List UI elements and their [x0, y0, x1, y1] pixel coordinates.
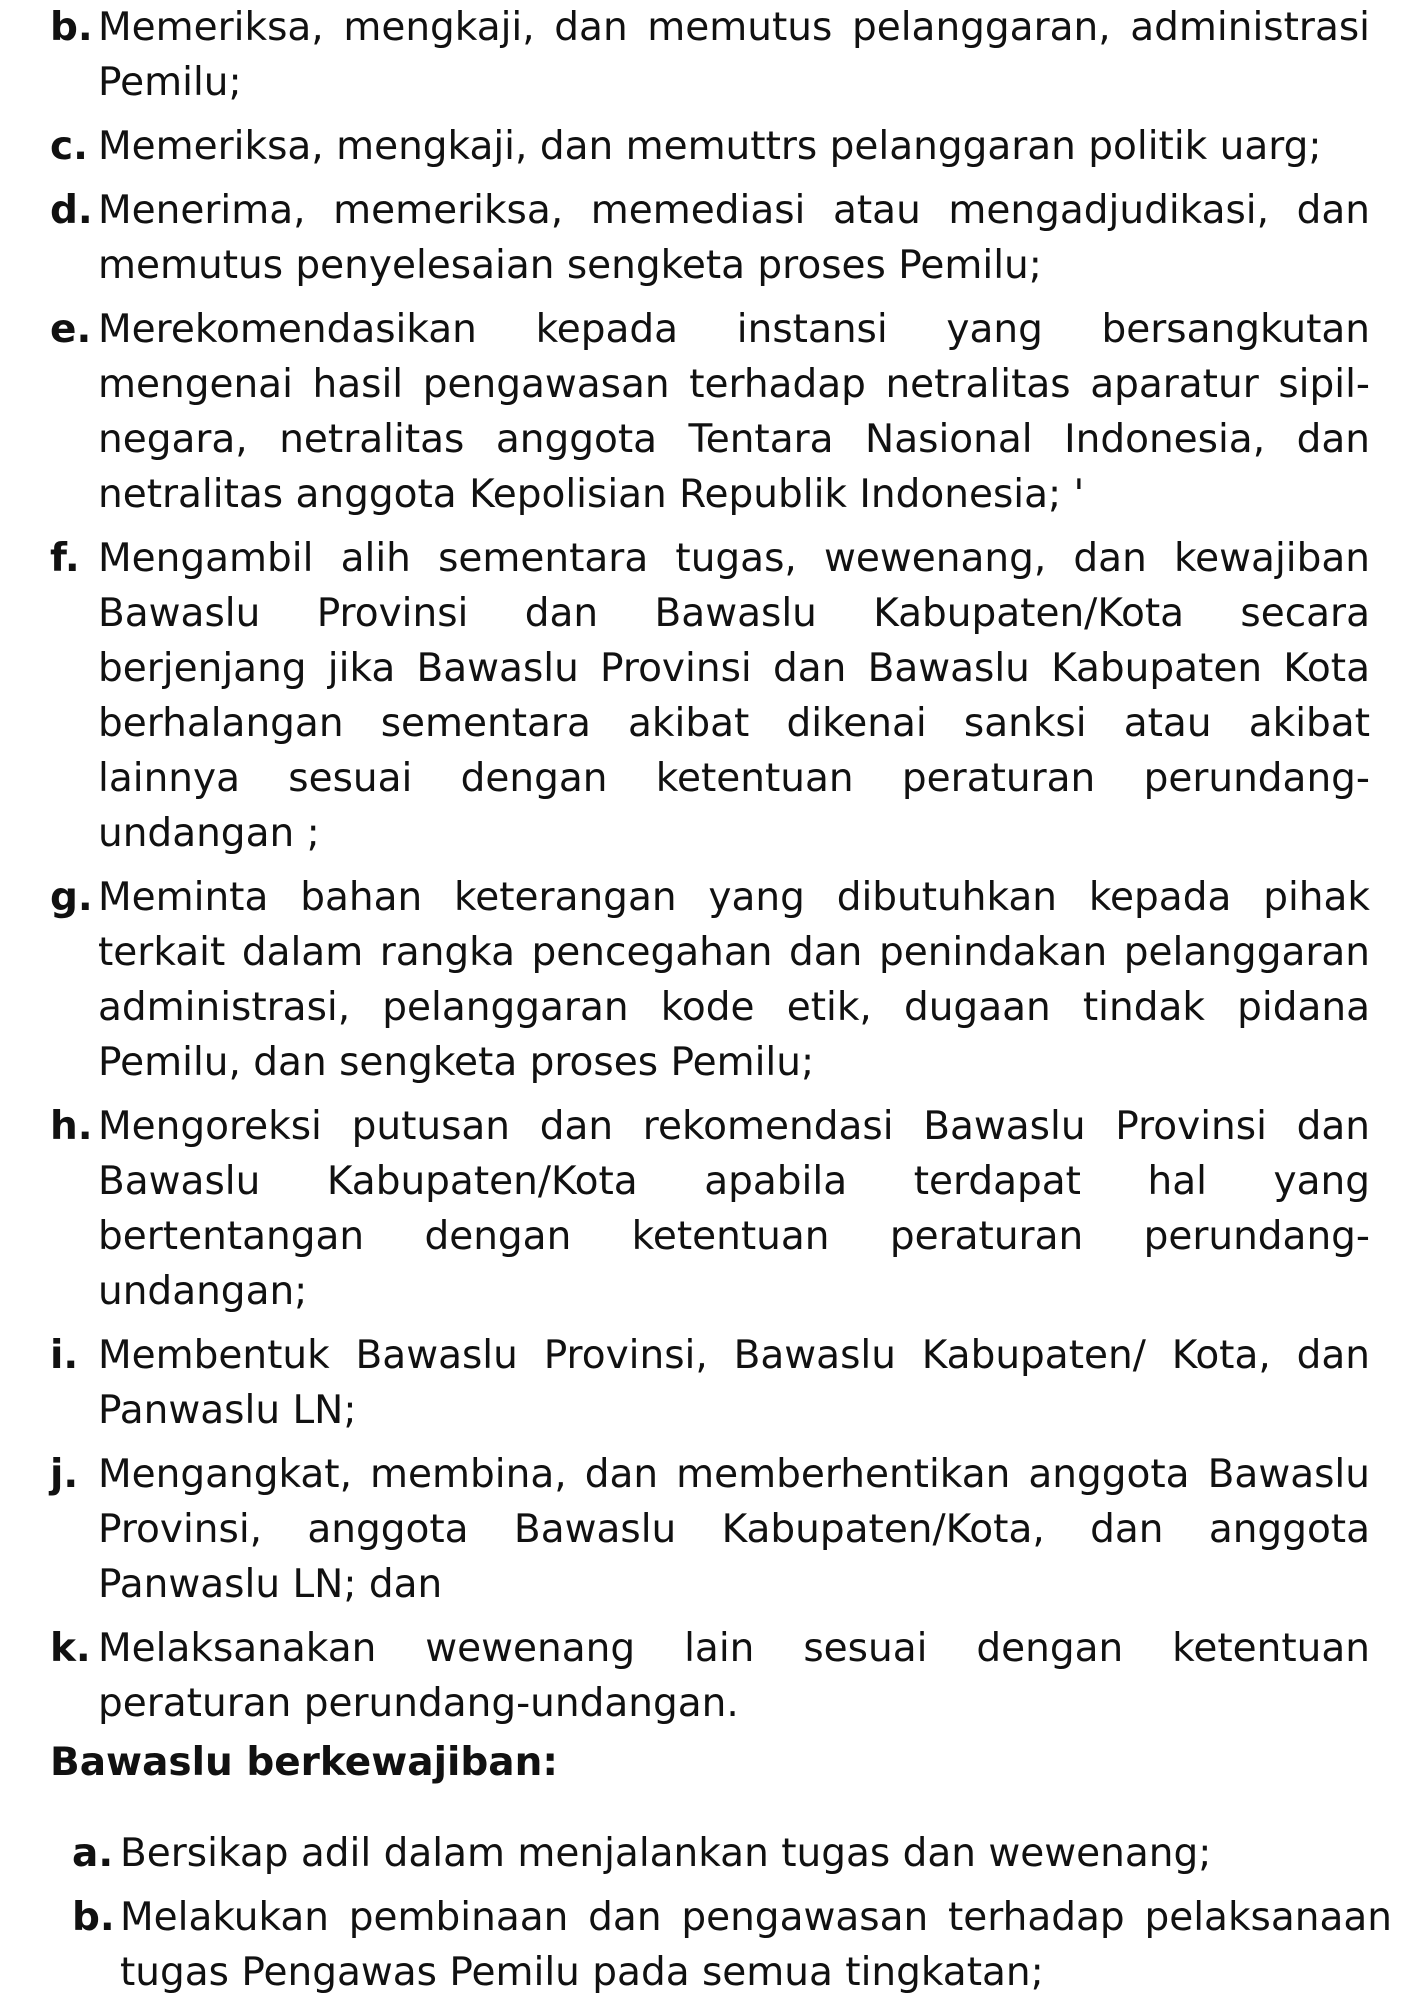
- list-item-text: Membentuk Bawaslu Provinsi, Bawaslu Kabupaten/ Kota, dan Panwaslu LN;: [98, 1333, 1370, 1433]
- list-item: [50, 0, 1370, 110]
- list-marker: f.: [50, 536, 80, 581]
- list-item-text: Meminta bahan keterangan yang dibutuhkan kepada pihak terkait dalam rangka pencegahan dan penindakan pelanggaran administrasi, pelanggaran kode etik, dugaan tindak pidana Pemilu, dan sengketa proses Pemilu;: [98, 875, 1370, 1085]
- list-item: [50, 119, 1370, 174]
- list-item-text: Mengambil alih sementara tugas, wewenang, dan kewajiban Bawaslu Provinsi dan Bawaslu Kabupaten/Kota secara berjenjang jika Bawaslu Provinsi dan Bawaslu Kabupaten Kota berhalangan sementara akibat dikenai sanksi atau akibat lainnya sesuai dengan ketentuan peraturan perundang-undangan ;: [98, 536, 1370, 856]
- list-marker: c.: [50, 124, 88, 169]
- list-item: [50, 1328, 1370, 1438]
- list-item: [50, 531, 1370, 861]
- list-marker: g.: [50, 875, 93, 920]
- list-item-text: Memeriksa, mengkaji, dan memutus pelanggaran, administrasi Pemilu;: [98, 5, 1370, 105]
- list-item: [50, 183, 1370, 293]
- list-item: [72, 1890, 1392, 2000]
- section-heading: Bawaslu berkewajiban:: [50, 1740, 558, 1785]
- list-marker: b.: [72, 1895, 115, 1940]
- list-item: [72, 1826, 1392, 1881]
- list-item-text: Bersikap adil dalam menjalankan tugas dan wewenang;: [120, 1831, 1212, 1876]
- list-item: [50, 1099, 1370, 1319]
- list-marker: a.: [72, 1831, 114, 1876]
- list-marker: b.: [50, 5, 93, 50]
- list-marker: j.: [50, 1452, 79, 1497]
- list-item-text: Melakukan pembinaan dan pengawasan terhadap pelaksanaan tugas Pengawas Pemilu pada semua tingkatan;: [120, 1895, 1392, 1995]
- list-item: [50, 870, 1370, 1090]
- list-item: [50, 302, 1370, 522]
- list-item-text: Merekomendasikan kepada instansi yang bersangkutan mengenai hasil pengawasan terhadap netralitas aparatur sipil-negara, netralitas anggota Tentara Nasional Indonesia, dan netralitas anggota Kepolisian Republik Indonesia; ': [98, 307, 1370, 517]
- list-item-text: Memeriksa, mengkaji, dan memuttrs pelanggaran politik uarg;: [98, 124, 1322, 169]
- list-item-text: Melaksanakan wewenang lain sesuai dengan ketentuan peraturan perundang-undangan.: [98, 1626, 1370, 1726]
- list-item-text: Mengoreksi putusan dan rekomendasi Bawaslu Provinsi dan Bawaslu Kabupaten/Kota apabila terdapat hal yang bertentangan dengan ketentuan peraturan perundang-undangan;: [98, 1104, 1370, 1314]
- list-marker: i.: [50, 1333, 79, 1378]
- list-item-text: Mengangkat, membina, dan memberhentikan anggota Bawaslu Provinsi, anggota Bawaslu Kabupaten/Kota, dan anggota Panwaslu LN; dan: [98, 1452, 1370, 1607]
- authority-list: [50, 0, 1370, 1740]
- list-marker: h.: [50, 1104, 93, 1149]
- obligation-list: [72, 1826, 1392, 2009]
- list-item: [50, 1621, 1370, 1731]
- list-item: [50, 1447, 1370, 1612]
- list-marker: d.: [50, 188, 93, 233]
- list-marker: e.: [50, 307, 92, 352]
- list-item-text: Menerima, memeriksa, memediasi atau mengadjudikasi, dan memutus penyelesaian sengketa proses Pemilu;: [98, 188, 1370, 288]
- list-marker: k.: [50, 1626, 91, 1671]
